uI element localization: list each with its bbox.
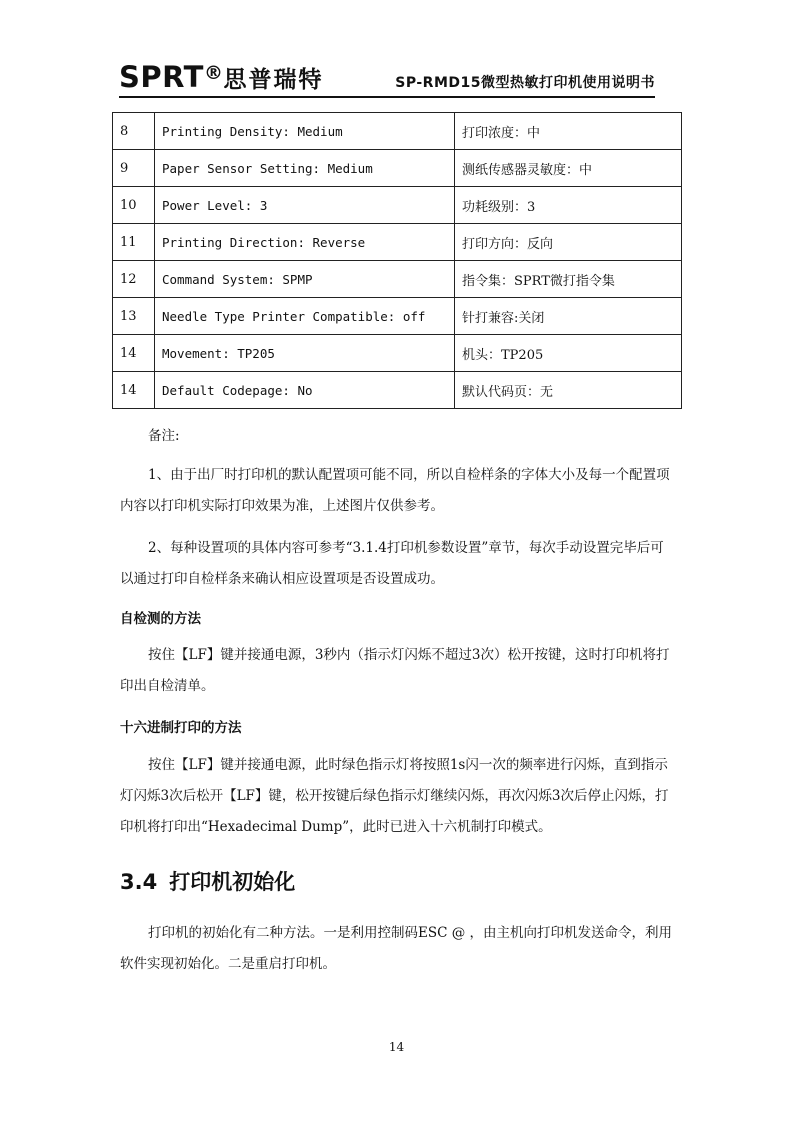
table-row <box>113 150 682 187</box>
setting-english: Needle Type Printer Compatible: off <box>155 298 455 335</box>
table-row <box>113 372 682 409</box>
table-row <box>113 187 682 224</box>
registered-mark: ® <box>203 62 224 84</box>
brand-logo <box>119 60 323 97</box>
hexdump-heading: 十六进制打印的方法 <box>120 720 242 736</box>
setting-chinese: 针打兼容:关闭 <box>455 298 682 335</box>
note-1: 1、由于出厂时打印机的默认配置项可能不同，所以自检样条的字体大小及每一个配置项内容以打印机实际打印效果为准，上述图片仅供参考。 <box>120 467 670 514</box>
section-body: 打印机的初始化有二种方法。一是利用控制码ESC @ ，由主机向打印机发送命令，利用软件实现初始化。二是重启打印机。 <box>120 925 673 972</box>
setting-chinese: 默认代码页：无 <box>455 372 682 409</box>
notes-label: 备注: <box>148 428 180 444</box>
page-header <box>119 60 655 98</box>
setting-english: Default Codepage: No <box>155 372 455 409</box>
row-number: 14 <box>113 335 155 372</box>
row-number: 14 <box>113 372 155 409</box>
setting-english: Command System: SPMP <box>155 261 455 298</box>
row-number: 11 <box>113 224 155 261</box>
table-row <box>113 224 682 261</box>
selftest-heading: 自检测的方法 <box>120 611 201 627</box>
setting-english: Paper Sensor Setting: Medium <box>155 150 455 187</box>
setting-english: Power Level: 3 <box>155 187 455 224</box>
setting-chinese: 打印方向：反向 <box>455 224 682 261</box>
hexdump-body: 按住【LF】键并接通电源，此时绿色指示灯将按照1s闪一次的频率进行闪烁，直到指示灯闪烁3次后松开【LF】键，松开按键后绿色指示灯继续闪烁，再次闪烁3次后停止闪烁，打印机将打印出“Hexadecimal Dump”，此时已进入十六机制打印模式。 <box>120 757 669 835</box>
row-number: 12 <box>113 261 155 298</box>
table-row <box>113 113 682 150</box>
table-row <box>113 298 682 335</box>
setting-english: Printing Density: Medium <box>155 113 455 150</box>
setting-chinese: 指令集：SPRT微打指令集 <box>455 261 682 298</box>
brand-latin: SPRT <box>119 60 204 94</box>
row-number: 10 <box>113 187 155 224</box>
selftest-body: 按住【LF】键并接通电源，3秒内（指示灯闪烁不超过3次）松开按键，这时打印机将打印出自检清单。 <box>120 647 670 694</box>
section-number: 3.4 <box>120 870 158 894</box>
setting-chinese: 打印浓度：中 <box>455 113 682 150</box>
brand-chinese: 思普瑞特 <box>223 67 324 93</box>
row-number: 8 <box>113 113 155 150</box>
setting-english: Movement: TP205 <box>155 335 455 372</box>
table-row <box>113 261 682 298</box>
setting-chinese: 功耗级别：3 <box>455 187 682 224</box>
setting-chinese: 测纸传感器灵敏度：中 <box>455 150 682 187</box>
note-2: 2、每种设置项的具体内容可参考“3.1.4打印机参数设置”章节，每次手动设置完毕后可以通过打印自检样条来确认相应设置项是否设置成功。 <box>120 540 664 587</box>
row-number: 9 <box>113 150 155 187</box>
setting-english: Printing Direction: Reverse <box>155 224 455 261</box>
row-number: 13 <box>113 298 155 335</box>
table-row <box>113 335 682 372</box>
section-heading <box>120 866 295 896</box>
config-table <box>112 112 682 409</box>
setting-chinese: 机头：TP205 <box>455 335 682 372</box>
page-number: 14 <box>388 1040 405 1054</box>
document-title: SP-RMD15微型热敏打印机使用说明书 <box>395 75 655 91</box>
section-title: 打印机初始化 <box>169 870 296 894</box>
